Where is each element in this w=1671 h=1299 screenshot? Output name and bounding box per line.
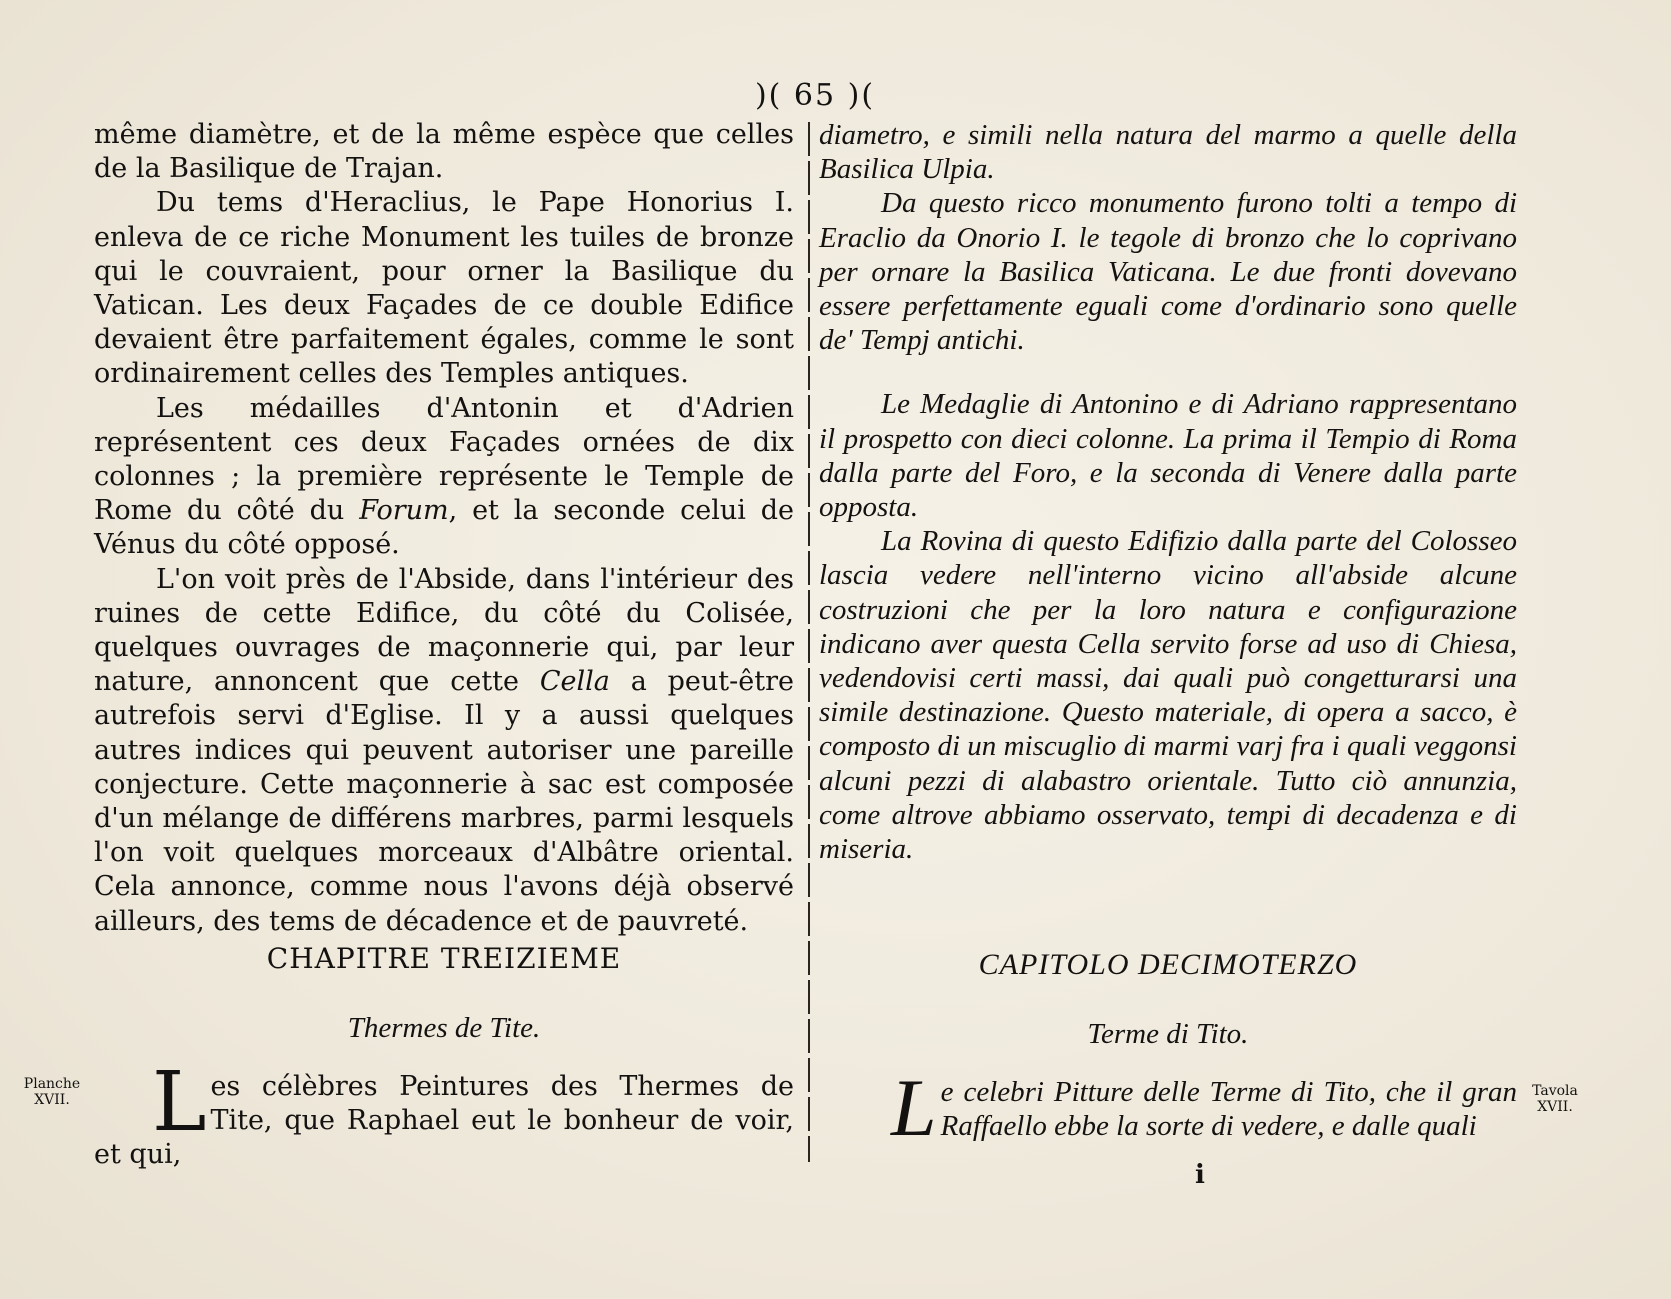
cella-term: Cella: [539, 666, 610, 698]
french-paragraph-4: [94, 563, 794, 939]
french-paragraph-4-text-a: L'on voit près de l'Abside, dans l'intérieur des ruines de cette Edifice, du côté du Colisée, quelques ouvrages de maçonnerie qui, par leur nature, annoncent que cette: [94, 563, 794, 698]
italian-paragraph-3: Le Medaglie di Antonino e di Adriano rappresentano il prospetto con dieci colonne. La prima il Tempio di Roma dalla parte del Foro, e la seconda di Venere dalla parte opposta.: [819, 388, 1517, 524]
italian-drop-cap: L: [891, 1062, 937, 1153]
italian-column: [819, 118, 1517, 866]
italian-paragraph-1: diametro, e simili nella natura del marmo a quelle della Basilica Ulpia.: [819, 119, 1517, 186]
plate-reference-right: Tavola XVII.: [1532, 1083, 1578, 1115]
forum-term: Forum: [359, 495, 449, 527]
italian-paragraph-4: La Rovina di questo Edifizio dalla parte del Colosseo lascia vedere nell'interno vicino all'abside alcune costruzioni che per la loro natura e configurazione indicano aver questa Cella servito forse ad uso di Chiesa, vedendovisi certi massi, dai quali può congetturarsi una simile destinazione. Questo materiale, di opera a sacco, è composto di un miscuglio di marmi varj fra i quali veggonsi alcuni pezzi di alabastro orientale. Tutto ciò annunzia, come altrove abbiamo osservato, tempi di decadenza e di miseria.: [819, 525, 1517, 866]
french-chapter-text: es célèbres Peintures des Thermes de Tite, que Raphael eut le bonheur de voir, et qui,: [94, 1071, 794, 1171]
french-paragraph-2: Du tems d'Heraclius, le Pape Honorius I. enleva de ce riche Monument les tuiles de bronze qui le couvraient, pour orner la Basilique du Vatican. Les deux Façades de ce double Edifice devaient être parfaitement égales, comme le sont ordinairement celles des Temples antiques.: [94, 187, 794, 390]
french-paragraph-1: même diamètre, et de la même espèce que celles de la Basilique de Trajan.: [94, 119, 794, 185]
french-column: [94, 118, 794, 939]
signature-mark: i: [1195, 1160, 1205, 1190]
french-chapter-heading: CHAPITRE TREIZIEME: [266, 942, 622, 975]
french-paragraph-3-text-a: Les médailles d'Antonin et d'Adrien représentent ces deux Façades ornées de dix colonnes ; la première représente le Temple de Rome du côté du: [94, 392, 794, 527]
italian-chapter-subtitle: Terme di Tito.: [1087, 1018, 1249, 1050]
italian-chapter-body: [819, 1062, 1517, 1153]
italian-chapter-heading: CAPITOLO DECIMOTERZO: [978, 948, 1358, 981]
column-divider: [808, 122, 810, 1162]
french-paragraph-3-text-b: , et la seconde celui de Vénus du côté opposé.: [94, 495, 794, 561]
french-paragraph-4-text-b: a peut-être autrefois servi d'Eglise. Il y a aussi quelques autres indices qui peuvent autoriser une pareille conjecture. Cette maçonnerie à sac est composée d'un mélange de différens marbres, parmi lesquels l'on voit quelques morceaux d'Albâtre oriental. Cela annonce, comme nous l'avons déjà observé ailleurs, des tems de décadence et de pauvreté.: [94, 666, 794, 937]
plate-reference-left: Planche XVII.: [23, 1076, 81, 1108]
french-paragraph-3: [94, 392, 794, 563]
italian-chapter-text: e celebri Pitture delle Terme di Tito, che il gran Raffaello ebbe la sorte di vedere, e dalle quali: [940, 1076, 1517, 1143]
french-chapter-subtitle: Thermes de Tite.: [347, 1012, 541, 1044]
italian-paragraph-2: Da questo ricco monumento furono tolti a tempo di Eraclio da Onorio I. le tegole di bronzo che lo coprivano per ornare la Basilica Vaticana. Le due fronti dovevano essere perfettamente eguali come d'ordinario sono quelle de' Tempj antichi.: [819, 187, 1517, 357]
french-chapter-body: [94, 1055, 794, 1173]
french-drop-cap: L: [152, 1055, 207, 1150]
page-number: )( 65 )(: [754, 78, 876, 113]
